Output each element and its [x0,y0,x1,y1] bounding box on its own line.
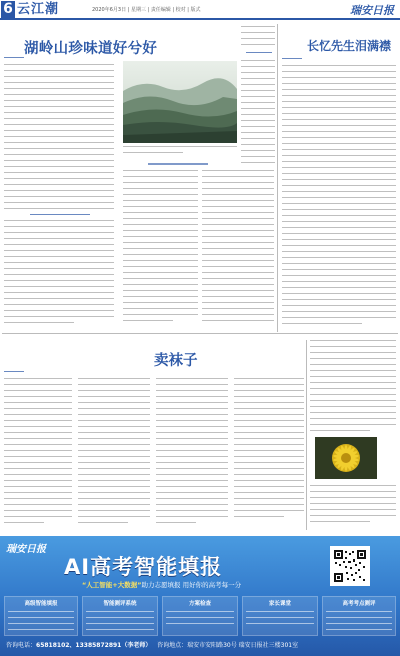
contact-phones: 65818102、13385872891（李老师） [36,642,152,649]
service-card[interactable] [242,596,318,636]
ad-contact [6,640,398,649]
photo-caption [123,144,237,158]
page-header [0,0,400,20]
contact-address: 瑞安市安阳路30号 瑞安日报社三楼301室 [187,642,299,649]
service-card-title: 智能测评系统 [103,601,137,607]
article-headline: 湖岭山珍味道好兮好 [24,41,158,57]
column-rule [277,24,278,332]
service-card-title: 高考考点测评 [342,601,376,607]
article-headline: 卖袜子 [154,353,198,369]
qr-code-icon[interactable] [330,546,370,586]
contact-phone-label: 咨询电话： [6,642,37,649]
ad-tagline [82,580,241,589]
article-headline: 长忆先生泪满襟 [307,39,392,53]
section-rule [2,333,398,334]
ad-tagline-rest: 助力志愿填报 用好你的高考每一分 [141,581,242,589]
column-rule [306,340,307,530]
article-subhead [148,161,208,169]
page-number: 6 [1,1,15,18]
contact-address-label: 咨询地点： [157,642,188,649]
masthead-logo: 瑞安日报 [350,4,394,17]
service-card-title: 家长课堂 [268,601,291,607]
service-card[interactable] [322,596,396,636]
ad-tagline-highlight: “人工智能+大数据” [82,581,142,589]
ad-logo: 瑞安日报 [6,544,46,555]
service-cards [0,596,400,636]
section-title: 云江潮 [17,2,60,17]
service-card-title: 高级智能填报 [24,601,58,607]
service-card[interactable] [82,596,158,636]
service-card[interactable] [162,596,238,636]
issue-info: 2020年6月3日 | 星期三 | 责任编辑 | 校对 | 版式 [92,7,201,13]
chrysanthemum-photo [315,437,377,479]
service-card[interactable] [4,596,78,636]
service-card-title: 方案检查 [188,601,211,607]
article-photo [123,61,237,143]
advertisement-banner[interactable] [0,536,400,656]
ad-headline: AI高考智能填报 [64,555,223,579]
